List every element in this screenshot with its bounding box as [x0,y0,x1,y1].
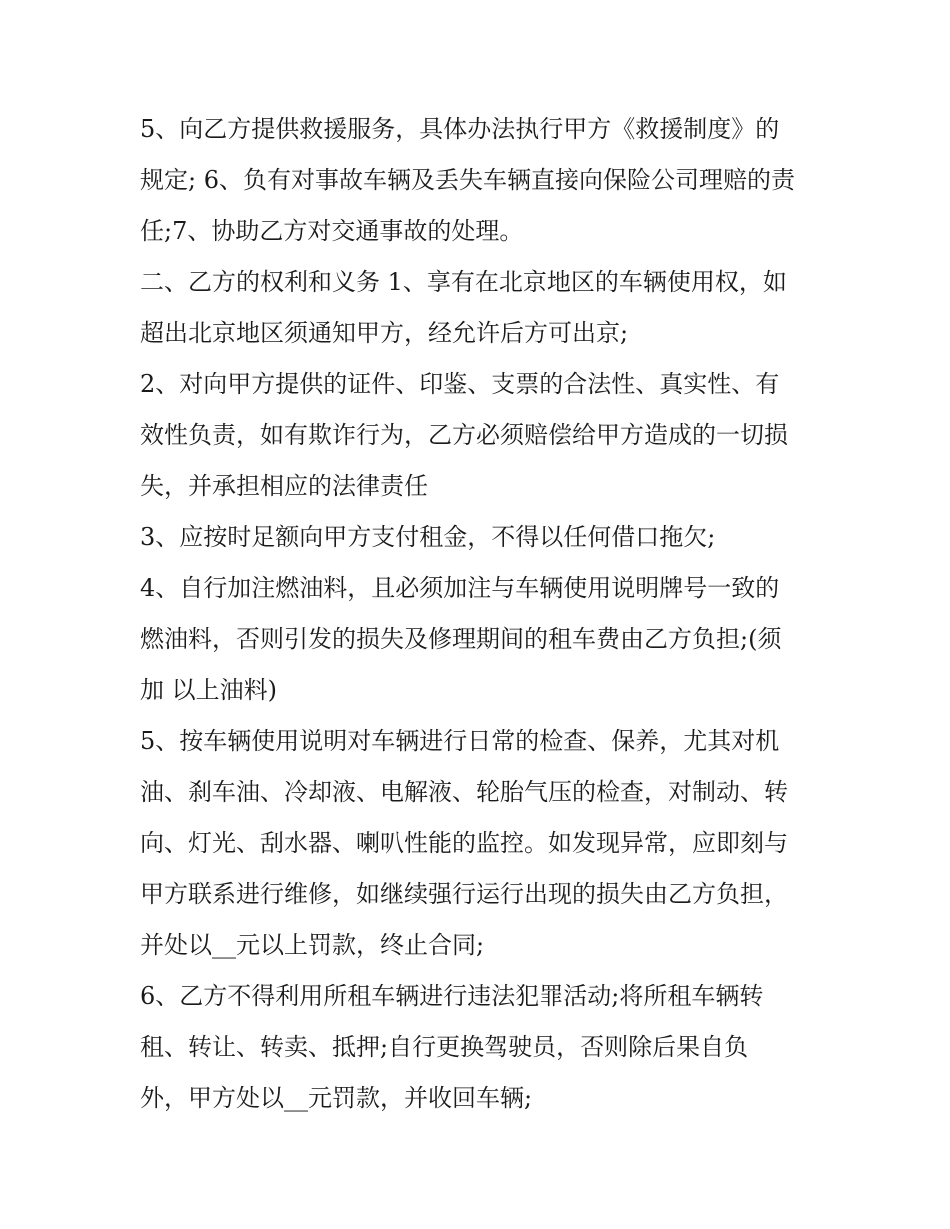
text-line: 加 以上油料) [140,676,277,704]
text-line: 效性负责，如有欺诈行为，乙方必须赔偿给甲方造成的一切损 [140,421,788,449]
paragraph-item-2 [140,359,820,512]
paragraph-party-b-rights [140,257,820,359]
text-line: 二、乙方的权利和义务 1、享有在北京地区的车辆使用权，如 [140,268,787,296]
text-line: 5、按车辆使用说明对车辆进行日常的检查、保养，尤其对机 [140,727,780,755]
text-line: 失，并承担相应的法律责任 [140,472,428,500]
text-line: 外，甲方处以__元罚款，并收回车辆; [140,1084,533,1112]
paragraph-item-6 [140,971,820,1124]
text-line: 规定; 6、负有对事故车辆及丢失车辆直接向保险公司理赔的责 [140,166,795,194]
text-line: 向、灯光、刮水器、喇叭性能的监控。如发现异常，应即刻与 [140,829,788,857]
text-line: 燃油料，否则引发的损失及修理期间的租车费由乙方负担;(须 [140,625,782,653]
text-line: 2、对向甲方提供的证件、印鉴、支票的合法性、真实性、有 [140,370,780,398]
paragraph-rescue-obligations [140,104,820,257]
paragraph-item-5 [140,716,820,971]
text-line: 油、刹车油、冷却液、电解液、轮胎气压的检查，对制动、转 [140,778,788,806]
paragraph-item-4 [140,563,820,716]
text-line: 3、应按时足额向甲方支付租金，不得以任何借口拖欠; [140,523,716,551]
document-page [140,104,820,1124]
text-line: 甲方联系进行维修，如继续强行运行出现的损失由乙方负担， [140,880,788,908]
text-line: 租、转让、转卖、抵押;自行更换驾驶员，否则除后果自负 [140,1033,749,1061]
text-line: 5、向乙方提供救援服务，具体办法执行甲方《救援制度》的 [140,115,780,143]
text-line: 4、自行加注燃油料，且必须加注与车辆使用说明牌号一致的 [140,574,780,602]
paragraph-item-3 [140,512,820,563]
text-line: 并处以__元以上罚款，终止合同; [140,931,485,959]
text-line: 任;7、协助乙方对交通事故的处理。 [140,217,524,245]
text-line: 超出北京地区须通知甲方，经允许后方可出京; [140,319,629,347]
text-line: 6、乙方不得利用所租车辆进行违法犯罪活动;将所租车辆转 [140,982,764,1010]
